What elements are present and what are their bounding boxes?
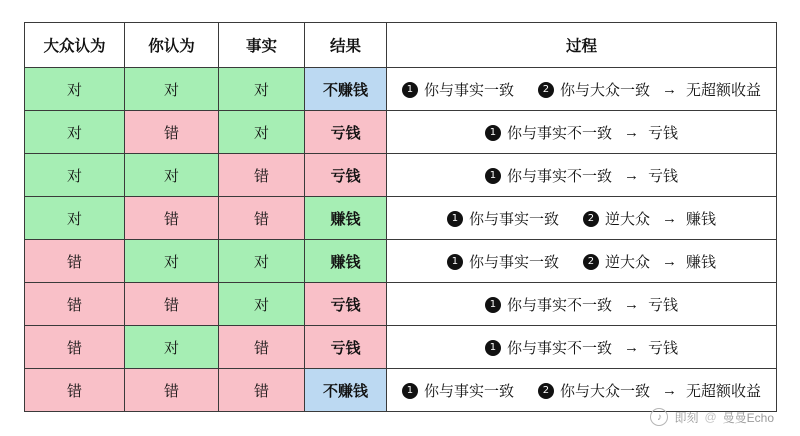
cell-result: 不赚钱 (305, 369, 387, 412)
cell-you: 对 (125, 240, 219, 283)
watermark-user: 曼曼Echo (722, 410, 774, 425)
cell-fact: 错 (219, 369, 305, 412)
table-body (25, 68, 777, 412)
process-conclusion: 亏钱 (648, 339, 679, 357)
cell-you: 错 (125, 283, 219, 326)
arrow-icon: → (624, 295, 639, 313)
cell-fact: 对 (219, 68, 305, 111)
cell-result: 赚钱 (305, 240, 387, 283)
process-conclusion: 亏钱 (648, 296, 679, 314)
table-row (25, 326, 777, 369)
arrow-icon: → (624, 123, 639, 141)
step-text: 你与事实一致 (468, 253, 559, 271)
cell-result: 亏钱 (305, 283, 387, 326)
process-step (583, 208, 660, 229)
cell-public: 对 (25, 154, 125, 197)
table-row (25, 197, 777, 240)
cell-process (387, 240, 777, 283)
cell-fact: 错 (219, 197, 305, 240)
step-number-badge: 1 (485, 340, 501, 356)
column-header-fact: 事实 (219, 23, 305, 68)
step-number-badge: 2 (538, 82, 554, 98)
step-text: 你与大众一致 (559, 382, 650, 400)
step-number-badge: 1 (485, 168, 501, 184)
cell-public: 错 (25, 326, 125, 369)
table-row (25, 283, 777, 326)
cell-public: 对 (25, 111, 125, 154)
column-header-process: 过程 (387, 23, 777, 68)
cell-result: 亏钱 (305, 326, 387, 369)
table-row (25, 111, 777, 154)
cell-fact: 对 (219, 240, 305, 283)
column-header-you: 你认为 (125, 23, 219, 68)
process-step (447, 208, 569, 229)
step-text: 逆大众 (604, 210, 650, 228)
cell-you: 对 (125, 326, 219, 369)
step-text: 你与大众一致 (559, 81, 650, 99)
cell-you: 错 (125, 111, 219, 154)
cell-fact: 对 (219, 283, 305, 326)
step-number-badge: 1 (402, 383, 418, 399)
process-step (485, 165, 622, 186)
table-header-row (25, 23, 777, 68)
step-text: 你与事实不一致 (506, 296, 612, 314)
cell-result: 亏钱 (305, 154, 387, 197)
cell-process (387, 369, 777, 412)
table-row (25, 68, 777, 111)
cell-public: 对 (25, 197, 125, 240)
process-conclusion: 无超额收益 (686, 81, 762, 99)
cell-fact: 错 (219, 326, 305, 369)
step-number-badge: 1 (485, 297, 501, 313)
cell-you: 对 (125, 154, 219, 197)
step-number-badge: 1 (447, 254, 463, 270)
cell-result: 不赚钱 (305, 68, 387, 111)
table-row (25, 240, 777, 283)
cell-process (387, 154, 777, 197)
cell-process (387, 111, 777, 154)
cell-result: 亏钱 (305, 111, 387, 154)
cell-public: 错 (25, 240, 125, 283)
cell-you: 错 (125, 369, 219, 412)
cell-public: 对 (25, 68, 125, 111)
cell-process (387, 197, 777, 240)
arrow-icon: → (662, 252, 677, 270)
step-text: 逆大众 (604, 253, 650, 271)
cell-you: 错 (125, 197, 219, 240)
cell-process (387, 283, 777, 326)
arrow-icon: → (662, 209, 677, 227)
decision-matrix-table (24, 22, 777, 412)
cell-fact: 错 (219, 154, 305, 197)
table-row (25, 369, 777, 412)
table-row (25, 154, 777, 197)
process-step (485, 294, 622, 315)
table-header (25, 23, 777, 68)
process-conclusion: 赚钱 (686, 253, 717, 271)
step-text: 你与事实一致 (468, 210, 559, 228)
column-header-result: 结果 (305, 23, 387, 68)
step-text: 你与事实不一致 (506, 124, 612, 142)
step-number-badge: 1 (402, 82, 418, 98)
process-step (538, 380, 660, 401)
step-text: 你与事实一致 (423, 382, 514, 400)
cell-fact: 对 (219, 111, 305, 154)
process-step (402, 380, 524, 401)
arrow-icon: → (624, 166, 639, 184)
music-note-icon: ♪ (650, 408, 668, 426)
step-text: 你与事实不一致 (506, 339, 612, 357)
process-conclusion: 赚钱 (686, 210, 717, 228)
cell-you: 对 (125, 68, 219, 111)
step-number-badge: 2 (583, 254, 599, 270)
cell-result: 赚钱 (305, 197, 387, 240)
cell-public: 错 (25, 283, 125, 326)
watermark-app: 即刻 (674, 410, 699, 425)
arrow-icon: → (624, 338, 639, 356)
process-step (538, 79, 660, 100)
step-number-badge: 2 (538, 383, 554, 399)
process-step (485, 122, 622, 143)
arrow-icon: → (662, 80, 677, 98)
process-conclusion: 亏钱 (648, 124, 679, 142)
process-step (583, 251, 660, 272)
process-step (402, 79, 524, 100)
column-header-public: 大众认为 (25, 23, 125, 68)
watermark-separator: @ (704, 410, 717, 424)
cell-public: 错 (25, 369, 125, 412)
step-text: 你与事实不一致 (506, 167, 612, 185)
cell-process (387, 68, 777, 111)
process-step (447, 251, 569, 272)
watermark (650, 408, 774, 426)
process-conclusion: 亏钱 (648, 167, 679, 185)
cell-process (387, 326, 777, 369)
step-text: 你与事实一致 (423, 81, 514, 99)
process-conclusion: 无超额收益 (686, 382, 762, 400)
process-step (485, 337, 622, 358)
step-number-badge: 2 (583, 211, 599, 227)
step-number-badge: 1 (485, 125, 501, 141)
step-number-badge: 1 (447, 211, 463, 227)
arrow-icon: → (662, 381, 677, 399)
